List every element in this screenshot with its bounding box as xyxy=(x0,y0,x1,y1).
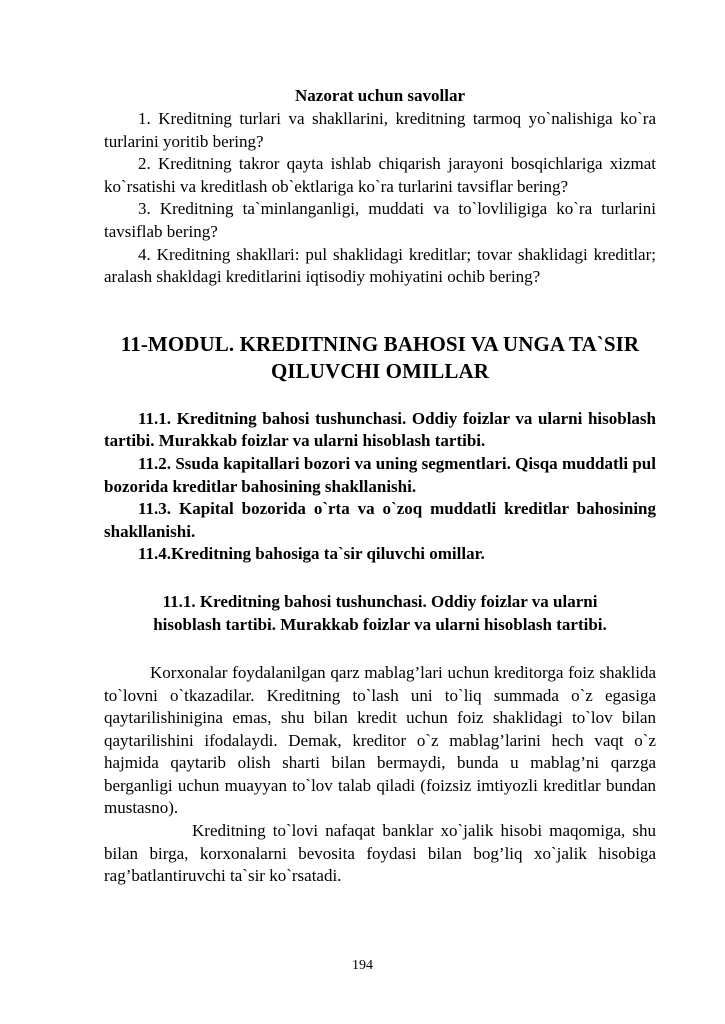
module-title-line: 11-MODUL. KREDITNING BAHOSI VA UNGA TA`SIR xyxy=(120,331,640,356)
question-item: 4. Kreditning shakllari: pul shaklidagi kreditlar; tovar shaklidagi kreditlar; aralash shakldagi kreditlarini iqtisodiy mohiyatini ochib bering? xyxy=(104,244,656,287)
body-paragraph: Kreditning to`lovi nafaqat banklar xo`jalik hisobi maqomiga, shu bilan birga, korxonalarni bevosita foydasi bilan bog’liq xo`jalik hisobiga rag’batlantiruvchi ta`sir ko`rsatadi. xyxy=(104,821,656,886)
contents-item: 11.2. Ssuda kapitallari bozori va uning segmentlari. Qisqa muddatli pul bozorida kreditlar bahosining shakllanishi. xyxy=(104,453,656,496)
contents-item: 11.3. Kapital bozorida o`rta va o`zoq muddatli kreditlar bahosining shakllanishi. xyxy=(104,499,656,541)
module-title-line: QILUVCHI OMILLAR xyxy=(270,358,490,383)
section-heading-line: hisoblash tartibi. Murakkab foizlar va ularni hisoblash tartibi. xyxy=(153,614,607,634)
module-contents xyxy=(104,408,656,566)
module-title xyxy=(104,331,656,385)
contents-item: 11.4.Kreditning bahosiga ta`sir qiluvchi omillar. xyxy=(138,544,485,564)
section-heading-line: 11.1. Kreditning bahosi tushunchasi. Oddiy foizlar va ularni xyxy=(162,591,598,611)
document-page xyxy=(104,85,656,888)
body-paragraph: Korxonalar foydalanilgan qarz mablag’lari uchun kreditorga foiz shaklida to`lovni o`tkazadilar. Kreditning to`lash uni to`liq summada o`z egasiga qaytarilishinigina emas, shu bilan kredit uchun foiz shaklidagi to`lov bilan qaytarilishini ifodalaydi. Demak, kreditor o`z mablag’larini hech vaqt o`z hajmida qaytarib olish sharti bilan bermaydi, bunda u mablag’ni qarzga berganligi uchun muayyan to`lov talab qiladi (foizsiz imtiyozli kreditlar bundan mustasno). xyxy=(104,662,656,818)
question-item: 1. Kreditning turlari va shakllarini, kreditning tarmoq yo`nalishiga ko`ra turlarini yoritib bering? xyxy=(104,109,656,151)
section-heading xyxy=(104,590,656,636)
questions-title: Nazorat uchun savollar xyxy=(295,86,465,105)
contents-item: 11.1. Kreditning bahosi tushunchasi. Oddiy foizlar va ularni hisoblash tartibi. Murakkab foizlar va ularni hisoblash tartibi. xyxy=(104,408,656,451)
page-number: 194 xyxy=(352,958,373,973)
question-item: 3. Kreditning ta`minlanganligi, muddati va to`lovliligiga ko`ra turlarini tavsiflab bering? xyxy=(104,199,656,241)
question-item: 2. Kreditning takror qayta ishlab chiqarish jarayoni bosqichlariga xizmat ko`rsatishi va kreditlash ob`ektlariga ko`ra turlarini tavsiflar bering? xyxy=(104,154,656,196)
body-text xyxy=(104,662,656,888)
